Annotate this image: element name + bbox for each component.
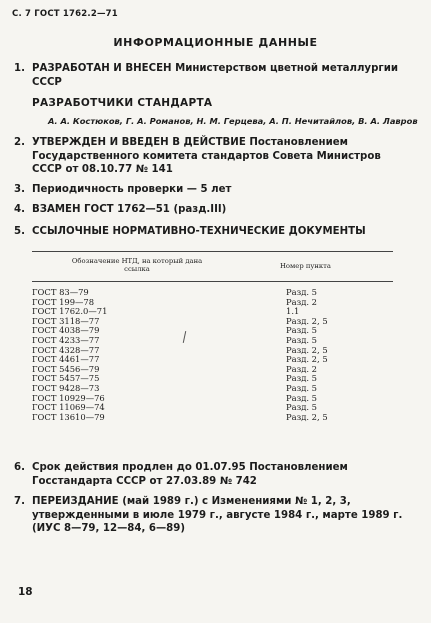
- reference-document: ГОСТ 5456—79: [32, 363, 100, 374]
- reference-document: ГОСТ 4461—77: [32, 354, 100, 365]
- reference-point: Разд. 5: [286, 373, 318, 384]
- reference-document: ГОСТ 83—79: [32, 287, 89, 297]
- developers-heading: РАЗРАБОТЧИКИ СТАНДАРТА: [32, 97, 213, 109]
- reference-point: Разд. 2, 5: [286, 411, 328, 422]
- item-number: 4.: [14, 204, 25, 215]
- page-title: ИНФОРМАЦИОННЫЕ ДАННЫЕ: [113, 36, 318, 49]
- running-header: С. 7 ГОСТ 1762.2—71: [12, 9, 118, 19]
- developers-list: А. А. Костюков, Г. А. Романов, Н. М. Герцева, А. П. Нечитайлов, В. А. Лавров: [48, 116, 418, 126]
- item-text: РАЗРАБОТАН И ВНЕСЕН Министерством цветной металлургии СССР: [32, 63, 398, 88]
- reference-document: ГОСТ 199—78: [32, 296, 95, 307]
- column-header-document: Обозначение НТД, на который дана ссылка: [71, 257, 203, 273]
- item-number: 5.: [14, 226, 25, 237]
- reference-document: ГОСТ 1762.0—71: [32, 306, 108, 317]
- reference-document: ГОСТ 13610—79: [32, 411, 105, 422]
- item-7: [14, 495, 414, 536]
- reference-point: Разд. 2: [286, 363, 318, 374]
- table-row: [32, 413, 393, 423]
- item-text: ССЫЛОЧНЫЕ НОРМАТИВНО-ТЕХНИЧЕСКИЕ ДОКУМЕНТЫ: [32, 226, 366, 237]
- reference-point: Разд. 2, 5: [286, 354, 328, 365]
- item-text: ВЗАМЕН ГОСТ 1762—51 (разд.III): [32, 204, 227, 215]
- reference-point: Разд. 5: [286, 334, 318, 345]
- reference-document: ГОСТ 5457—75: [32, 373, 100, 384]
- item-number: 1.: [14, 63, 25, 74]
- reference-point: Разд. 5: [286, 325, 318, 336]
- item-4: [14, 203, 414, 217]
- column-header-point: Номер пункта: [280, 262, 331, 270]
- reference-point: Разд. 5: [286, 392, 318, 403]
- item-text: Срок действия продлен до 01.07.95 Постановлением Госстандарта СССР от 27.03.89 № 742: [32, 462, 348, 487]
- item-1: [14, 62, 414, 89]
- reference-point: Разд. 5: [286, 287, 318, 297]
- reference-point: 1.1: [286, 306, 300, 317]
- item-number: 3.: [14, 184, 25, 195]
- item-number: 6.: [14, 462, 25, 473]
- reference-document: ГОСТ 4328—77: [32, 344, 100, 355]
- table-header-rule: [32, 281, 393, 282]
- reference-document: ГОСТ 11069—74: [32, 402, 105, 413]
- reference-point: Разд. 5: [286, 382, 318, 393]
- reference-document: ГОСТ 9428—73: [32, 382, 100, 393]
- item-2: [14, 136, 414, 177]
- page-number: 18: [18, 586, 33, 598]
- reference-document: ГОСТ 4233—77: [32, 334, 100, 345]
- reference-point: Разд. 2, 5: [286, 315, 328, 326]
- item-5: [14, 225, 414, 239]
- item-text: УТВЕРЖДЕН И ВВЕДЕН В ДЕЙСТВИЕ Постановлением Государственного комитета стандартов Совета Министров СССР от 08.10.77 № 141: [32, 137, 381, 175]
- reference-point: Разд. 2, 5: [286, 344, 328, 355]
- item-text: Периодичность проверки — 5 лет: [32, 184, 232, 195]
- table-top-rule: [32, 251, 393, 252]
- reference-document: ГОСТ 4038—79: [32, 325, 100, 336]
- item-number: 7.: [14, 496, 25, 507]
- item-6: [14, 461, 414, 488]
- table-body: [32, 288, 393, 422]
- reference-document: ГОСТ 3118—77: [32, 315, 100, 326]
- reference-point: Разд. 5: [286, 402, 318, 413]
- item-number: 2.: [14, 137, 25, 148]
- reference-document: ГОСТ 10929—76: [32, 392, 105, 403]
- reference-point: Разд. 2: [286, 296, 318, 307]
- item-text: ПЕРЕИЗДАНИЕ (май 1989 г.) с Изменениями № 1, 2, 3, утвержденными в июле 1979 г., августе 1984 г., марте 1989 г. (ИУС 8—79, 12—84, 6—89): [32, 496, 403, 534]
- item-3: [14, 183, 414, 197]
